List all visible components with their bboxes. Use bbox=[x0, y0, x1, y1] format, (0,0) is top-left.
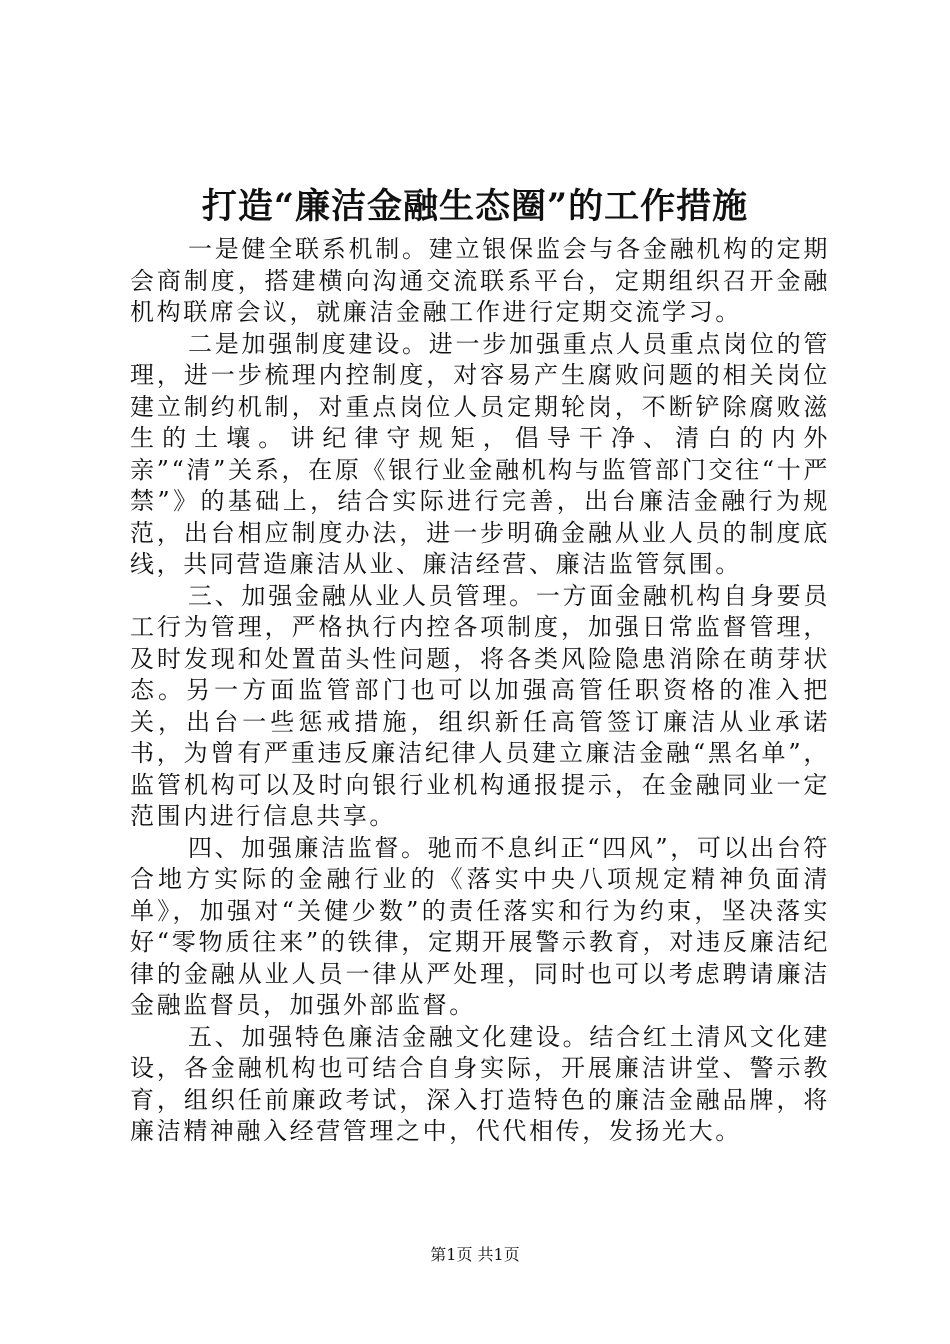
paragraph-contact-mechanism: 一是健全联系机制。建立银保监会与各金融机构的定期会商制度，搭建横向沟通交流联系平台，定期组织召开金融机构联席会议，就廉洁金融工作进行定期交流学习。 bbox=[130, 235, 830, 326]
paragraph-integrity-culture: 五、加强特色廉洁金融文化建设。结合红土清风文化建设，各金融机构也可结合自身实际，开展廉洁讲堂、警示教育，组织任前廉政考试，深入打造特色的廉洁金融品牌，将廉洁精神融入经营管理之中，代代相传，发扬光大。 bbox=[130, 1022, 830, 1145]
paragraph-system-building: 二是加强制度建设。进一步加强重点人员重点岗位的管理，进一步梳理内控制度，对容易产生腐败问题的相关岗位建立制约机制，对重点岗位人员定期轮岗，不断铲除腐败滋生的土壤。讲纪律守规矩，倡导干净、清白的内外亲”“清”关系，在原《银行业金融机构与监管部门交往“十严禁”》的基础上，结合实际进行完善，出台廉洁金融行为规范，出台相应制度办法，进一步明确金融从业人员的制度底线，共同营造廉洁从业、廉洁经营、廉洁监管氛围。 bbox=[130, 329, 830, 578]
page-number-footer: 第1页 共1页 bbox=[430, 1245, 520, 1264]
paragraph-staff-management: 三、加强金融从业人员管理。一方面金融机构自身要员工行为管理，严格执行内控各项制度，加强日常监督管理，及时发现和处置苗头性问题，将各类风险隐患消除在萌芽状态。另一方面监管部门也可以加强高管任职资格的准入把关，出台一些惩戒措施，组织新任高管签订廉洁从业承诺书，为曾有严重违反廉洁纪律人员建立廉洁金融“黑名单”，监管机构可以及时向银行业机构通报提示，在金融同业一定范围内进行信息共享。 bbox=[130, 581, 830, 830]
document-body bbox=[130, 234, 830, 1148]
document-title: 打造“廉洁金融生态圈”的工作措施 bbox=[201, 186, 749, 227]
paragraph-integrity-supervision: 四、加强廉洁监督。驰而不息纠正“四风”，可以出台符合地方实际的金融行业的《落实中央八项规定精神负面清单》，加强对“关健少数”的责任落实和行为约束，坚决落实好“零物质往来”的铁律，定期开展警示教育，对违反廉洁纪律的金融从业人员一律从严处理，同时也可以考虑聘请廉洁金融监督员，加强外部监督。 bbox=[130, 833, 830, 1019]
